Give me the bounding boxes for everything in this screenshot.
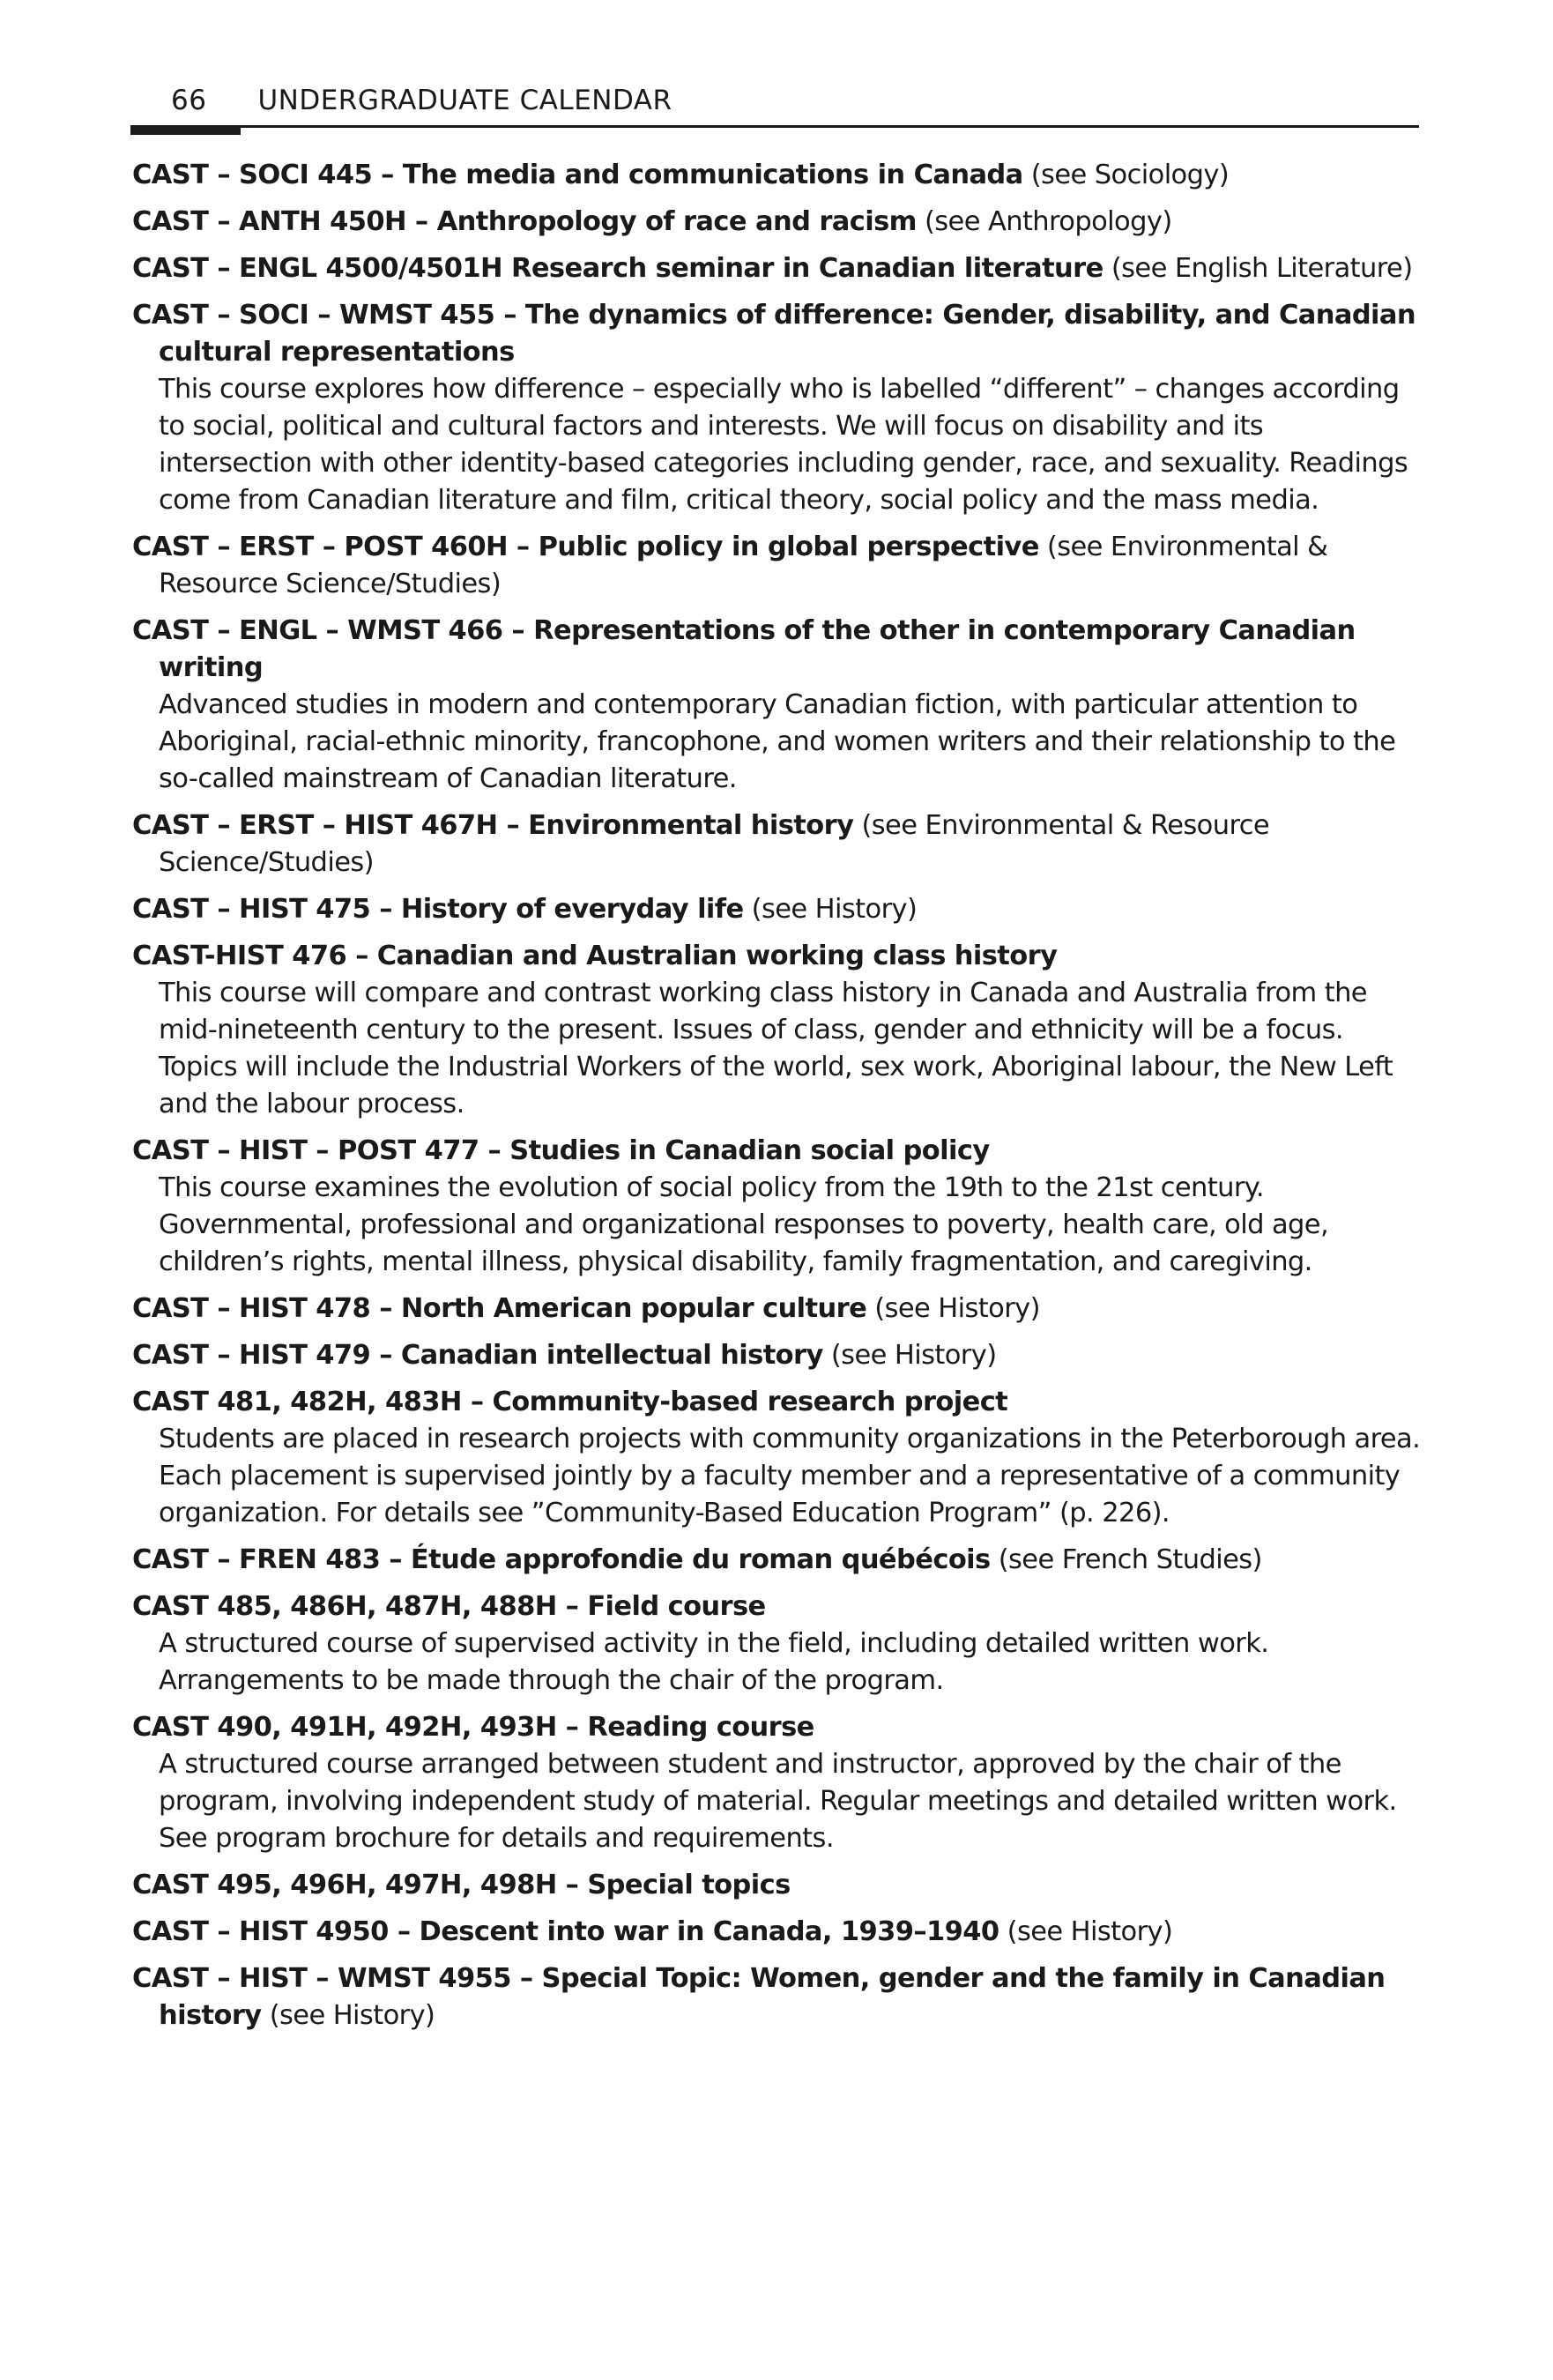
- header-text: [171, 85, 672, 116]
- course-entry: [132, 1709, 1421, 1857]
- course-reference: (see History): [874, 1293, 1040, 1324]
- course-title: CAST 481, 482H, 483H – Community-based research project: [132, 1387, 1008, 1417]
- course-entry: [132, 1914, 1421, 1951]
- running-title: UNDERGRADUATE CALENDAR: [257, 85, 672, 116]
- course-entry: [132, 1542, 1421, 1579]
- course-description: A structured course of supervised activity in the field, including detailed written work. Arrangements to be made through the chair of the program.: [159, 1628, 1269, 1696]
- course-title: CAST – HIST 479 – Canadian intellectual history: [132, 1340, 823, 1371]
- course-entry: [132, 1384, 1421, 1532]
- course-description: This course will compare and contrast working class history in Canada and Australia from the mid-nineteenth century to the present. Issues of class, gender and ethnicity will be a focus. Topics will include the Industrial Workers of the world, sex work, Aboriginal labour, the New Left and the labour process.: [159, 978, 1393, 1119]
- course-title: CAST – SOCI 445 – The media and communications in Canada: [132, 160, 1023, 190]
- course-entry: [132, 891, 1421, 928]
- course-entry: [132, 250, 1421, 287]
- course-title: CAST – ERST – HIST 467H – Environmental history: [132, 810, 854, 841]
- course-reference: (see History): [269, 2000, 435, 2031]
- course-list: [132, 157, 1421, 2044]
- header-tab-marker: [130, 125, 241, 135]
- course-title: CAST – SOCI – WMST 455 – The dynamics of difference: Gender, disability, and Canadian cultural representations: [132, 300, 1416, 368]
- course-entry: [132, 807, 1421, 881]
- course-title: CAST – FREN 483 – Étude approfondie du roman québécois: [132, 1544, 991, 1575]
- course-title: CAST – HIST 475 – History of everyday life: [132, 894, 744, 925]
- course-description: Advanced studies in modern and contemporary Canadian fiction, with particular attention to Aboriginal, racial-ethnic minority, francophone, and women writers and their relationship to the so-called mainstream of Canadian literature.: [159, 689, 1396, 794]
- course-entry: [132, 1133, 1421, 1281]
- course-title: CAST 490, 491H, 492H, 493H – Reading course: [132, 1712, 814, 1743]
- course-reference: (see History): [751, 894, 918, 925]
- course-title: CAST – ANTH 450H – Anthropology of race and racism: [132, 206, 917, 237]
- course-entry: [132, 297, 1421, 519]
- course-description: This course examines the evolution of social policy from the 19th to the 21st century. Governmental, professional and organizational responses to poverty, health care, old age, children’s rights, mental illness, physical disability, family fragmentation, and caregiving.: [159, 1172, 1329, 1277]
- course-title: CAST – ENGL – WMST 466 – Representations of the other in contemporary Canadian writing: [132, 615, 1356, 683]
- page-header: [130, 79, 1419, 132]
- course-entry: [132, 529, 1421, 603]
- course-description: Students are placed in research projects with community organizations in the Peterborough area. Each placement is supervised jointly by a faculty member and a representative of a community organization. For details see ”Community-Based Education Program” (p. 226).: [159, 1424, 1421, 1528]
- course-entry: [132, 1337, 1421, 1374]
- course-description: A structured course arranged between student and instructor, approved by the chair of the program, involving independent study of material. Regular meetings and detailed written work. See program brochure for details and requirements.: [159, 1749, 1397, 1854]
- course-title: CAST – HIST 478 – North American popular culture: [132, 1293, 867, 1324]
- course-reference: (see History): [1007, 1916, 1173, 1947]
- course-entry: [132, 204, 1421, 241]
- course-reference: (see Environmental & Resource Science/Studies): [159, 532, 1328, 599]
- course-title: CAST – ERST – POST 460H – Public policy in global perspective: [132, 532, 1039, 562]
- course-reference: (see English Literature): [1111, 253, 1413, 284]
- course-entry: [132, 938, 1421, 1123]
- page-number: 66: [171, 85, 207, 116]
- course-reference: (see History): [830, 1340, 997, 1371]
- course-entry: [132, 157, 1421, 194]
- course-entry: [132, 613, 1421, 798]
- course-reference: (see French Studies): [998, 1544, 1262, 1575]
- header-rule: [130, 125, 1419, 128]
- course-reference: (see Anthropology): [924, 206, 1172, 237]
- course-entry: [132, 1960, 1421, 2034]
- course-description: This course explores how difference – especially who is labelled “different” – changes according to social, political and cultural factors and interests. We will focus on disability and its intersection with other identity-based categories including gender, race, and sexuality. Readings come from Canadian literature and film, critical theory, social policy and the mass media.: [159, 374, 1408, 516]
- course-title: CAST – HIST – WMST 4955 – Special Topic: Women, gender and the family in Canadian history: [132, 1963, 1386, 2031]
- course-reference: (see Environmental & Resource Science/Studies): [159, 810, 1270, 878]
- course-title: CAST – ENGL 4500/4501H Research seminar in Canadian literature: [132, 253, 1103, 284]
- course-title: CAST – HIST – POST 477 – Studies in Canadian social policy: [132, 1135, 990, 1166]
- course-title: CAST 485, 486H, 487H, 488H – Field course: [132, 1591, 766, 1622]
- course-reference: (see Sociology): [1030, 160, 1230, 190]
- course-entry: [132, 1290, 1421, 1328]
- course-entry: [132, 1867, 1421, 1904]
- course-entry: [132, 1588, 1421, 1699]
- course-title: CAST – HIST 4950 – Descent into war in Canada, 1939–1940: [132, 1916, 999, 1947]
- course-title: CAST-HIST 476 – Canadian and Australian working class history: [132, 941, 1058, 971]
- course-title: CAST 495, 496H, 497H, 498H – Special topics: [132, 1870, 791, 1900]
